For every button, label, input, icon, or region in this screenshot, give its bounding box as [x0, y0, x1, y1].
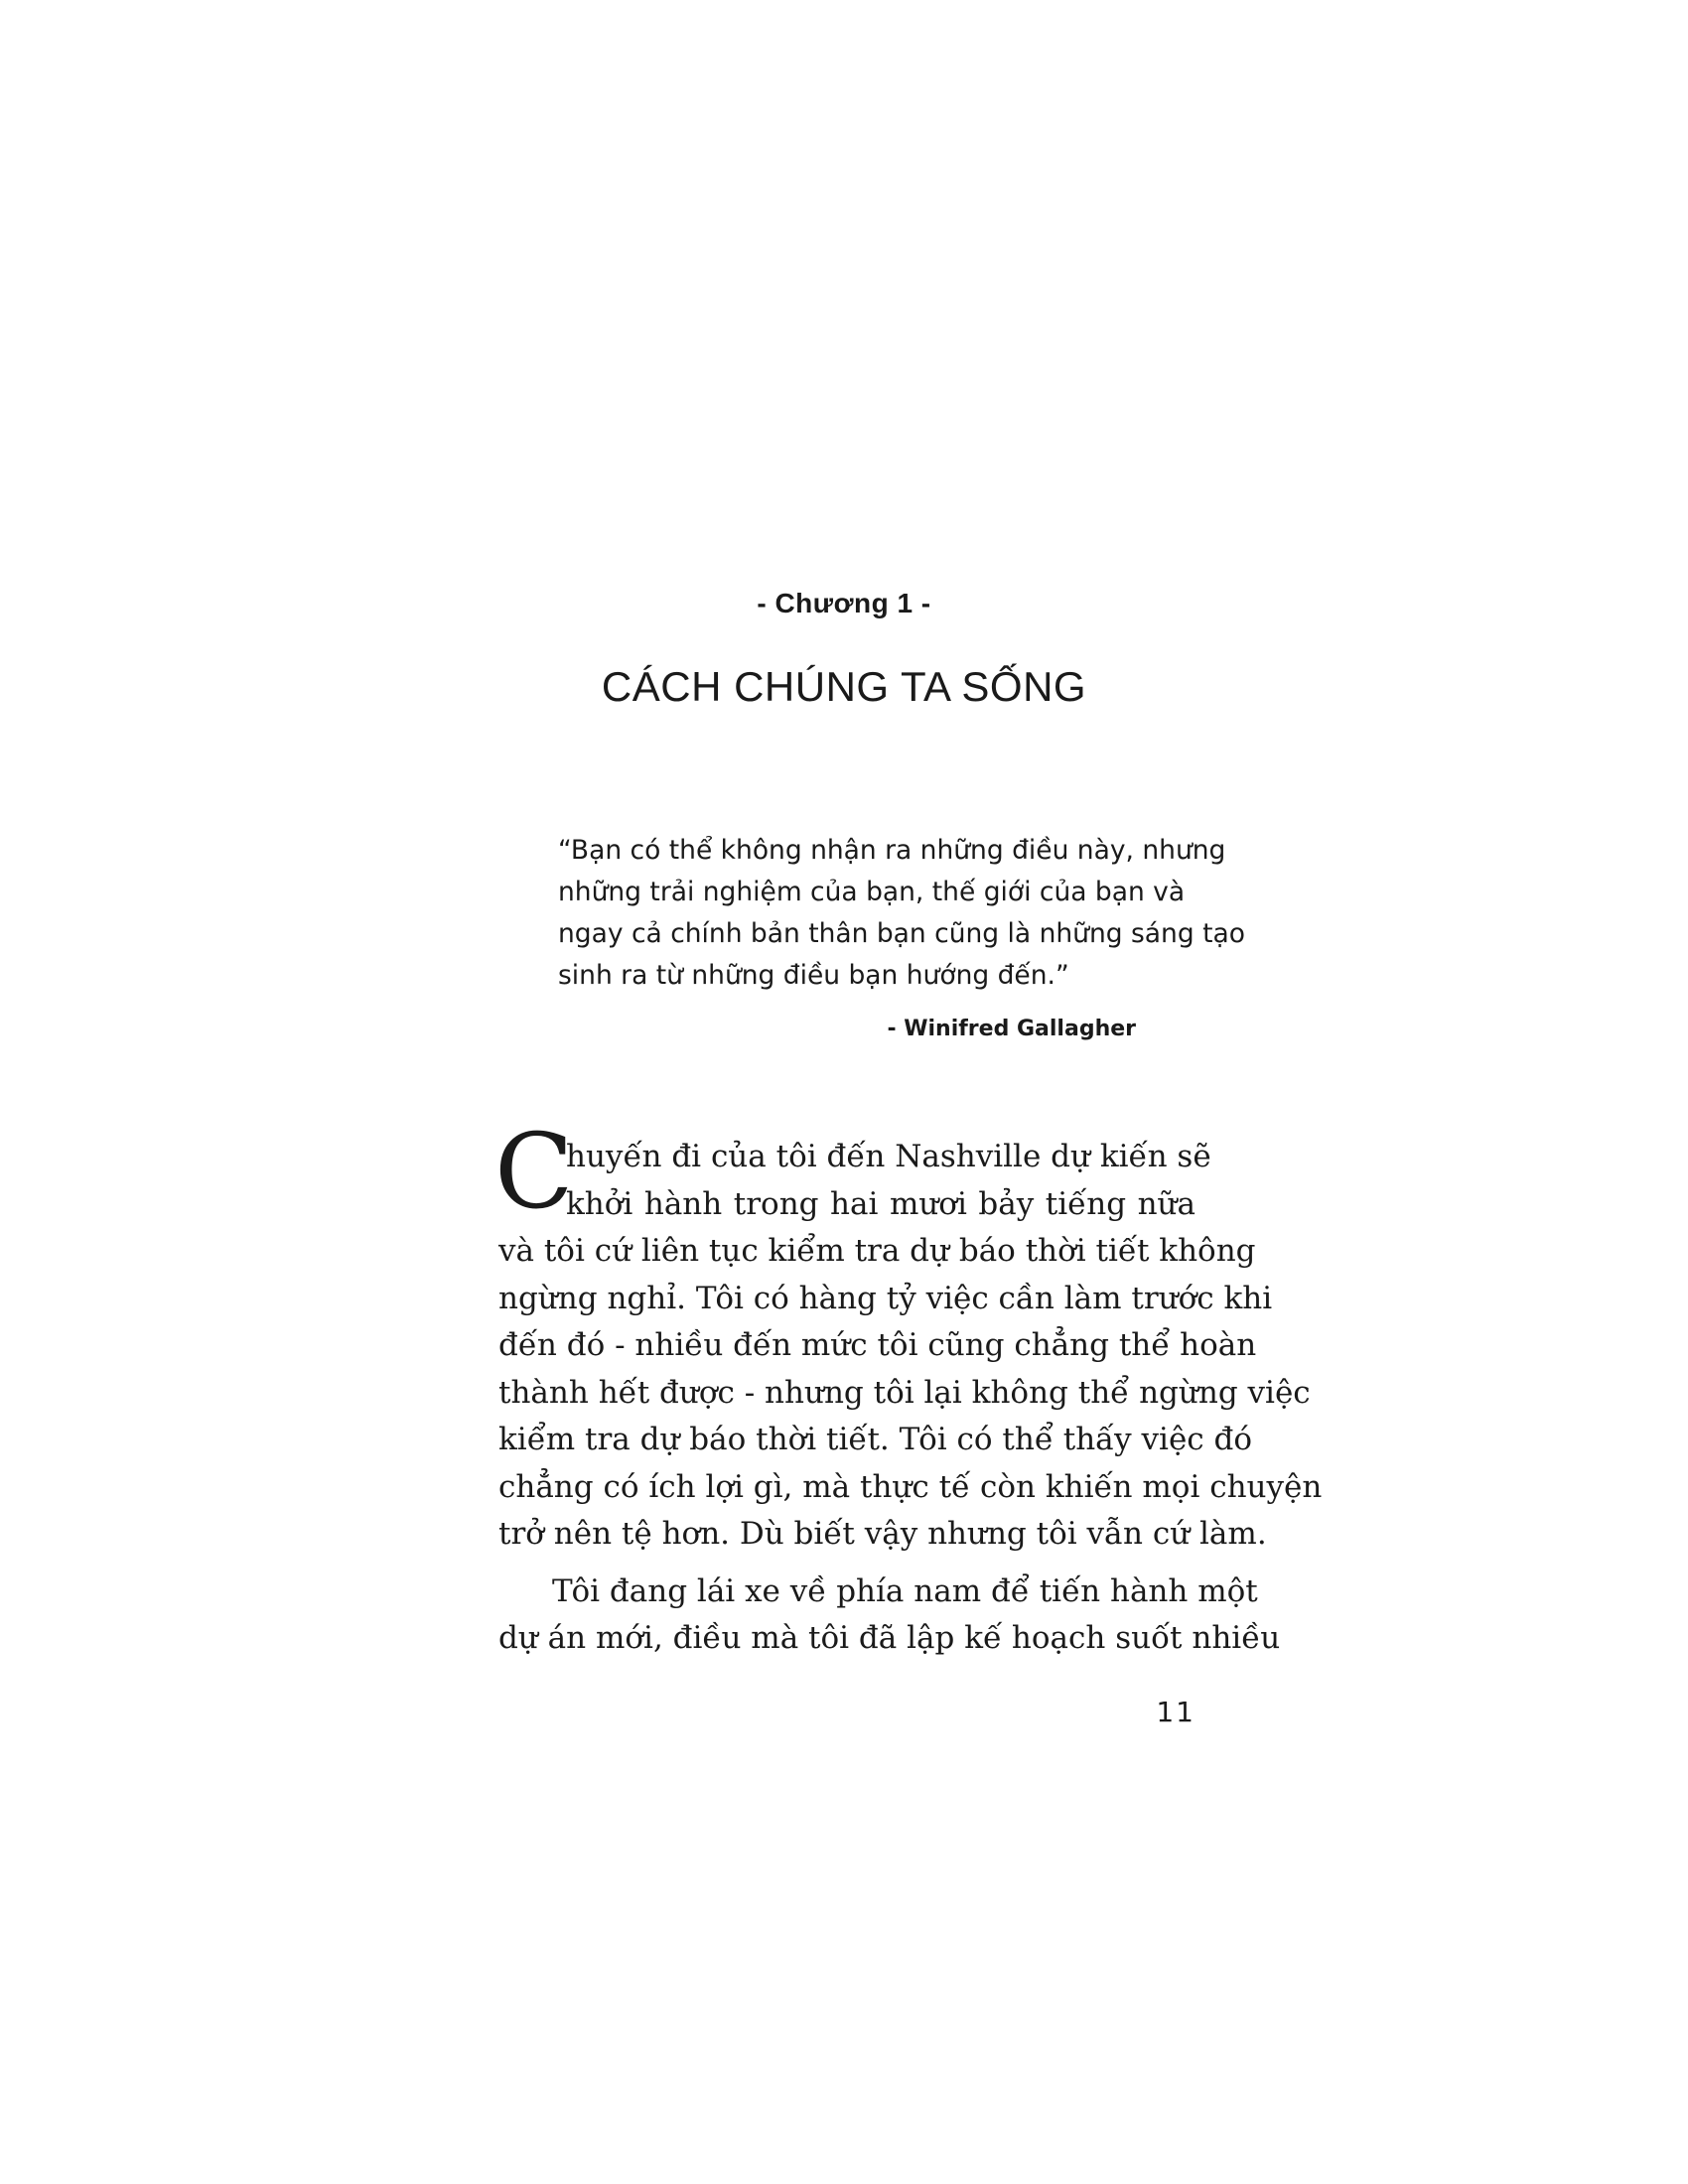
body-line: kiểm tra dự báo thời tiết. Tôi có thể thấy việc đó: [498, 1422, 1253, 1457]
epigraph-line: những trải nghiệm của bạn, thế giới của bạn và: [558, 877, 1186, 907]
epigraph-line: sinh ra từ những điều bạn hướng đến.”: [558, 960, 1069, 991]
body-line: ngừng nghỉ. Tôi có hàng tỷ việc cần làm trước khi: [498, 1280, 1273, 1316]
page-number: 11: [1156, 1696, 1196, 1728]
body-line: chẳng có ích lợi gì, mà thực tế còn khiến mọi chuyện: [498, 1468, 1323, 1505]
body-line: đến đó - nhiều đến mức tôi cũng chẳng thể hoàn: [498, 1327, 1257, 1363]
epigraph-quote: [558, 830, 1245, 997]
second-paragraph: [498, 1569, 1281, 1663]
drop-cap: C: [494, 1111, 574, 1232]
body-line: dự án mới, điều mà tôi đã lập kế hoạch suốt nhiều: [498, 1620, 1281, 1656]
body-line: trở nên tệ hơn. Dù biết vậy nhưng tôi vẫn cứ làm.: [498, 1516, 1267, 1552]
first-paragraph: [494, 1111, 1323, 1559]
body-line: thành hết được - nhưng tôi lại không thể ngừng việc: [498, 1374, 1311, 1411]
body-text: [494, 1111, 1323, 1663]
chapter-label: - Chương 1 -: [757, 588, 931, 618]
epigraph-line: “Bạn có thể không nhận ra những điều này, nhưng: [558, 835, 1226, 866]
body-line: khởi hành trong hai mươi bảy tiếng nữa: [566, 1185, 1196, 1222]
paragraph-gap: [498, 1559, 1196, 1569]
chapter-title: CÁCH CHÚNG TA SỐNG: [601, 663, 1087, 710]
body-line: Tôi đang lái xe về phía nam để tiến hành một: [552, 1572, 1258, 1609]
epigraph-attribution: - Winifred Gallagher: [887, 1017, 1136, 1041]
epigraph-line: ngay cả chính bản thân bạn cũng là những sáng tạo: [558, 918, 1245, 949]
body-line: huyến đi của tôi đến Nashville dự kiến sẽ: [566, 1139, 1211, 1174]
body-line: và tôi cứ liên tục kiểm tra dự báo thời tiết không: [498, 1233, 1256, 1269]
